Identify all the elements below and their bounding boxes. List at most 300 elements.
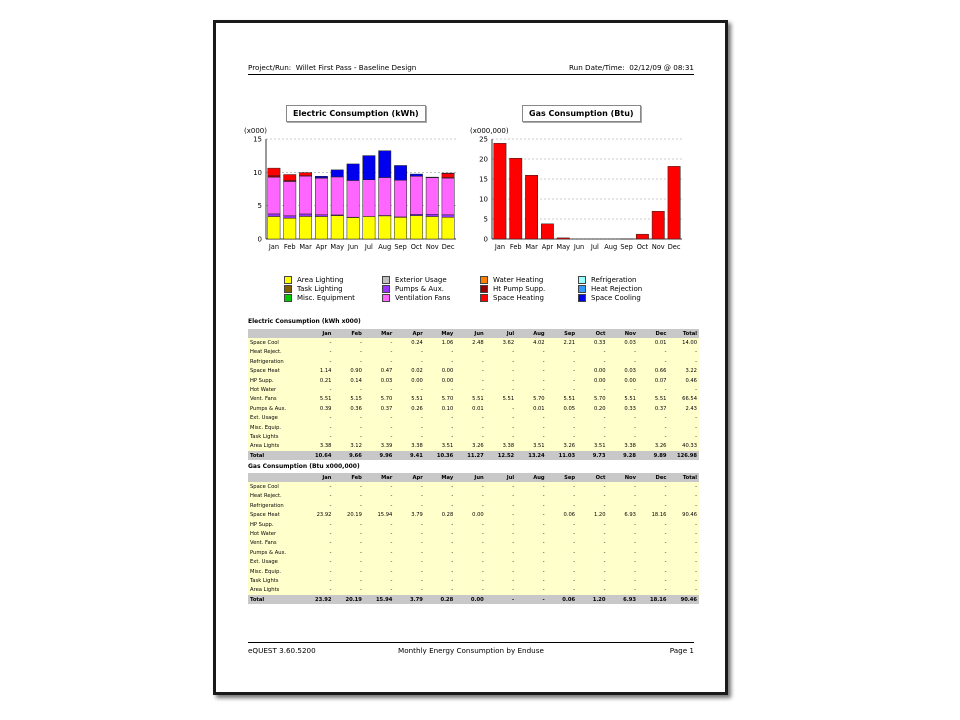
legend-label: Pumps & Aux. [395,285,444,293]
table-cell: 15.94 [364,511,394,520]
table-cell: - [303,558,333,567]
table-cell: 0.03 [608,338,638,347]
table-cell: - [486,576,516,585]
table-cell: 3.51 [516,442,546,451]
table-cell: 5.70 [516,395,546,404]
table-cell: - [577,348,607,357]
table-cell: Nov [608,329,638,338]
electric-ytick-label: 5 [257,202,262,211]
table-cell: 0.01 [455,404,485,413]
table-cell: - [486,511,516,520]
table-cell: 5.51 [394,395,424,404]
table-cell: - [516,548,546,557]
row-label-cell: Misc. Equip. [248,567,303,576]
electric-bar-segment [410,216,422,239]
electric-bar-segment [394,165,406,180]
legend-label: Heat Rejection [591,285,643,293]
table-cell: - [668,414,699,423]
electric-bar-segment [442,178,454,215]
table-cell: - [303,432,333,441]
table-cell: - [668,520,699,529]
row-label-cell: Task Lights [248,576,303,585]
table-cell: - [547,376,577,385]
table-cell: - [364,414,394,423]
table-cell: 9.89 [638,451,668,460]
table-cell: - [364,482,394,491]
table-cell: - [333,338,363,347]
table-cell: 0.14 [333,376,363,385]
table-cell: - [638,357,668,366]
table-cell: 0.28 [425,511,455,520]
electric-bar-segment [268,168,280,176]
table-cell: - [364,567,394,576]
electric-chart-title: Electric Consumption (kWh) [286,105,426,122]
table-cell: 3.26 [638,442,668,451]
row-label-cell: Ext. Usage [248,558,303,567]
table-cell: 2.21 [547,338,577,347]
electric-table-row [248,376,699,385]
table-cell: - [455,348,485,357]
table-cell: 0.00 [394,376,424,385]
gas-bar-segment [494,143,506,239]
gas-ytick-label: 0 [483,235,488,244]
table-cell: - [364,558,394,567]
table-cell: - [303,338,333,347]
table-cell: 20.19 [333,511,363,520]
electric-bar-segment [410,176,422,214]
table-cell: - [394,385,424,394]
row-label-cell: Refrigeration [248,501,303,510]
gas-xtick-label: Apr [541,243,554,251]
table-cell: - [425,492,455,501]
table-cell: 0.02 [394,367,424,376]
table-cell: - [608,492,638,501]
table-cell: - [668,357,699,366]
electric-bar-segment [315,216,327,239]
table-cell: - [455,367,485,376]
table-cell: - [394,348,424,357]
gas-table-row [248,482,699,491]
table-cell: - [668,348,699,357]
project-run [248,63,416,72]
table-cell: 0.00 [577,376,607,385]
legend-label: Ht Pump Supp. [493,285,546,293]
table-cell: - [608,558,638,567]
table-cell: - [364,385,394,394]
row-label-cell: HP Supp. [248,520,303,529]
table-cell: - [394,576,424,585]
gas-table-row [248,576,699,585]
table-cell: Apr [394,329,424,338]
electric-xtick-label: Nov [425,243,439,251]
table-cell: 6.93 [608,511,638,520]
table-cell: 66.54 [668,395,699,404]
table-cell: - [638,586,668,595]
project-value: Willet First Pass - Baseline Design [295,63,417,72]
gas-table-row [248,548,699,557]
table-cell: 1.20 [577,511,607,520]
table-cell: - [455,482,485,491]
gas-xtick-label: Feb [509,243,522,251]
table-cell: - [425,348,455,357]
electric-bar-segment [363,180,375,217]
table-cell: - [364,423,394,432]
table-cell: 9.28 [608,451,638,460]
table-cell: 5.70 [577,395,607,404]
table-cell: Mar [364,329,394,338]
electric-consumption-chart [244,125,464,260]
gas-xtick-label: Nov [651,243,665,251]
table-cell: - [425,558,455,567]
table-cell: - [303,492,333,501]
table-cell: - [577,482,607,491]
electric-xtick-label: Jan [268,243,280,251]
table-cell: 0.26 [394,404,424,413]
table-cell: - [425,423,455,432]
legend-swatch [480,294,488,302]
table-cell: - [333,482,363,491]
footer-version: eQUEST 3.60.5200 [248,646,316,655]
table-cell: - [577,385,607,394]
table-cell: 9.96 [364,451,394,460]
table-cell: 14.00 [668,338,699,347]
table-cell: Aug [516,329,546,338]
row-label-cell: Pumps & Aux. [248,548,303,557]
table-cell: - [547,558,577,567]
electric-ylabel: (x000) [244,127,267,135]
table-cell: - [577,548,607,557]
electric-bar-segment [410,174,422,176]
table-cell: 9.73 [577,451,607,460]
electric-bar-segment [268,216,280,239]
legend-item [480,285,545,293]
electric-xtick-label: Mar [299,243,312,251]
legend-swatch [578,294,586,302]
table-cell: - [333,586,363,595]
table-cell: - [394,423,424,432]
table-cell: - [638,492,668,501]
table-cell: - [455,432,485,441]
electric-table-row [248,414,699,423]
table-cell: - [394,548,424,557]
table-cell: - [577,414,607,423]
table-cell: - [486,367,516,376]
row-label-cell: Space Cool [248,482,303,491]
table-cell: - [668,548,699,557]
table-cell: - [486,548,516,557]
table-cell: 0.00 [425,367,455,376]
electric-table-row [248,357,699,366]
table-cell: - [455,529,485,538]
table-cell: 9.66 [333,451,363,460]
table-cell: - [364,357,394,366]
table-cell: - [486,539,516,548]
electric-table-row [248,385,699,394]
electric-bar-segment [442,217,454,239]
table-cell: - [516,576,546,585]
table-cell: 9.41 [394,451,424,460]
table-cell: - [608,385,638,394]
table-cell: 5.15 [333,395,363,404]
table-cell: - [608,357,638,366]
electric-total-row [248,451,699,460]
table-cell: - [486,501,516,510]
table-cell: 6.93 [608,595,638,604]
electric-bar-segment [284,216,296,218]
table-cell: - [425,567,455,576]
table-cell: - [547,482,577,491]
table-cell: - [303,529,333,538]
row-label-cell: Vent. Fans [248,395,303,404]
table-cell: - [333,423,363,432]
table-cell: Total [668,329,699,338]
table-cell: - [394,586,424,595]
legend-item [284,294,355,302]
legend-swatch [382,285,390,293]
legend-label: Misc. Equipment [297,294,355,302]
table-cell: - [547,548,577,557]
table-cell: - [333,432,363,441]
table-cell: - [608,567,638,576]
table-cell: - [455,558,485,567]
table-cell: - [608,586,638,595]
table-cell: Dec [638,473,668,482]
table-cell: - [516,376,546,385]
table-cell: - [547,539,577,548]
electric-bar-segment [347,180,359,217]
electric-bar-segment [315,215,327,217]
table-cell: Feb [333,329,363,338]
table-cell: 126.98 [668,451,699,460]
table-cell: - [364,432,394,441]
gas-table-title: Gas Consumption (Btu x000,000) [248,463,360,470]
table-cell: - [577,539,607,548]
table-cell: - [425,482,455,491]
electric-xtick-label: Aug [378,243,392,251]
electric-bar-segment [299,176,311,214]
table-cell: - [547,520,577,529]
table-cell: - [303,576,333,585]
table-cell: - [425,357,455,366]
table-cell: 0.21 [303,376,333,385]
run-label: Run Date/Time: [568,63,625,72]
table-cell: 0.33 [608,404,638,413]
legend-swatch [578,276,586,284]
table-cell: 4.02 [516,338,546,347]
table-cell: - [516,367,546,376]
table-cell: - [638,482,668,491]
row-label-cell: Task Lights [248,432,303,441]
table-cell: - [455,520,485,529]
table-cell: - [547,423,577,432]
table-cell: - [547,357,577,366]
table-cell: - [394,567,424,576]
row-label-cell [248,473,303,482]
electric-bar-segment [299,173,311,176]
table-cell: Nov [608,473,638,482]
table-cell: - [333,567,363,576]
table-cell: - [486,348,516,357]
row-label-cell: Total [248,451,303,460]
table-cell: - [455,492,485,501]
table-cell: - [455,423,485,432]
run-value: 02/12/09 @ 08:31 [629,63,694,72]
table-cell: - [425,520,455,529]
electric-table-row [248,442,699,451]
table-cell: 0.05 [547,404,577,413]
table-cell: - [364,539,394,548]
electric-bar-segment [394,217,406,239]
table-cell: - [333,414,363,423]
table-cell: - [303,501,333,510]
table-cell: - [425,576,455,585]
table-cell: - [516,492,546,501]
legend-label: Refrigeration [591,276,637,284]
legend-swatch [284,276,292,284]
gas-header-row [248,473,699,482]
legend-swatch [284,294,292,302]
table-cell: 3.39 [364,442,394,451]
table-cell: - [364,338,394,347]
table-cell: - [516,348,546,357]
table-cell: 0.24 [394,338,424,347]
electric-bar-segment [363,216,375,239]
table-cell: 2.43 [668,404,699,413]
legend-label: Area Lighting [297,276,344,284]
table-cell: - [486,529,516,538]
gas-bar-segment [541,224,553,239]
table-cell: 0.66 [638,367,668,376]
table-cell: 5.51 [638,395,668,404]
table-cell: 18.16 [638,595,668,604]
electric-xtick-label: Jul [364,243,373,251]
table-cell: - [638,558,668,567]
table-cell: - [303,586,333,595]
table-cell: 0.01 [516,404,546,413]
electric-header-row [248,329,699,338]
table-cell: - [425,432,455,441]
table-cell: 13.24 [516,451,546,460]
table-cell: 0.06 [547,595,577,604]
table-cell: - [577,423,607,432]
table-cell: - [333,576,363,585]
table-cell: - [516,567,546,576]
table-cell: - [455,501,485,510]
table-cell: - [364,548,394,557]
legend-item [284,285,343,293]
table-cell: Feb [333,473,363,482]
electric-bar-segment [394,180,406,217]
table-cell: - [425,539,455,548]
row-label-cell: Space Heat [248,511,303,520]
table-cell: - [303,385,333,394]
table-cell: Jan [303,329,333,338]
table-cell: - [303,414,333,423]
table-cell: - [364,492,394,501]
table-cell: 0.90 [333,367,363,376]
electric-bar-segment [284,175,296,181]
table-cell: - [394,529,424,538]
table-cell: - [547,348,577,357]
table-cell: - [547,586,577,595]
table-cell: - [455,357,485,366]
table-cell: Jul [486,473,516,482]
table-cell: 0.33 [577,338,607,347]
table-cell: - [455,576,485,585]
table-cell: - [516,482,546,491]
table-cell: - [516,414,546,423]
table-cell: - [455,548,485,557]
table-cell: - [547,529,577,538]
electric-table-row [248,404,699,413]
table-cell: 2.48 [455,338,485,347]
table-cell: - [668,558,699,567]
electric-ytick-label: 15 [253,135,262,144]
table-cell: 10.36 [425,451,455,460]
table-cell: Sep [547,329,577,338]
table-cell: 0.00 [455,595,485,604]
table-cell: - [638,539,668,548]
table-cell: - [638,520,668,529]
table-cell: - [455,376,485,385]
table-cell: - [577,501,607,510]
table-cell: 0.47 [364,367,394,376]
legend-item [480,276,543,284]
legend-swatch [382,294,390,302]
table-cell: - [455,567,485,576]
electric-bar-segment [315,176,327,178]
electric-bar-segment [426,178,438,215]
table-cell: - [547,385,577,394]
table-cell: - [516,558,546,567]
table-cell: - [303,348,333,357]
table-cell: 0.46 [668,376,699,385]
electric-bar-segment [268,214,280,217]
electric-xtick-label: Feb [283,243,296,251]
table-cell: - [486,558,516,567]
table-cell: 3.38 [303,442,333,451]
electric-xtick-label: Jun [347,243,359,251]
electric-bar-segment [379,151,391,178]
table-cell: 0.36 [333,404,363,413]
table-cell: 90.46 [668,511,699,520]
table-cell: 3.26 [547,442,577,451]
table-cell: - [455,385,485,394]
table-cell: - [455,539,485,548]
table-cell: - [333,348,363,357]
table-cell: - [486,414,516,423]
table-cell: - [303,548,333,557]
electric-bar-segment [284,181,296,215]
table-cell: - [668,539,699,548]
electric-bar-segment [379,216,391,239]
gas-xtick-label: Mar [525,243,538,251]
table-cell: Jan [303,473,333,482]
table-cell: - [516,520,546,529]
table-cell: - [577,567,607,576]
gas-consumption-chart [470,125,690,260]
gas-table-row [248,558,699,567]
row-label-cell: Area Lights [248,442,303,451]
table-cell: Mar [364,473,394,482]
table-cell: - [364,576,394,585]
table-cell: - [394,357,424,366]
table-cell: - [486,492,516,501]
table-cell: - [577,357,607,366]
table-cell: - [638,529,668,538]
table-cell: - [333,385,363,394]
table-cell: 3.26 [455,442,485,451]
